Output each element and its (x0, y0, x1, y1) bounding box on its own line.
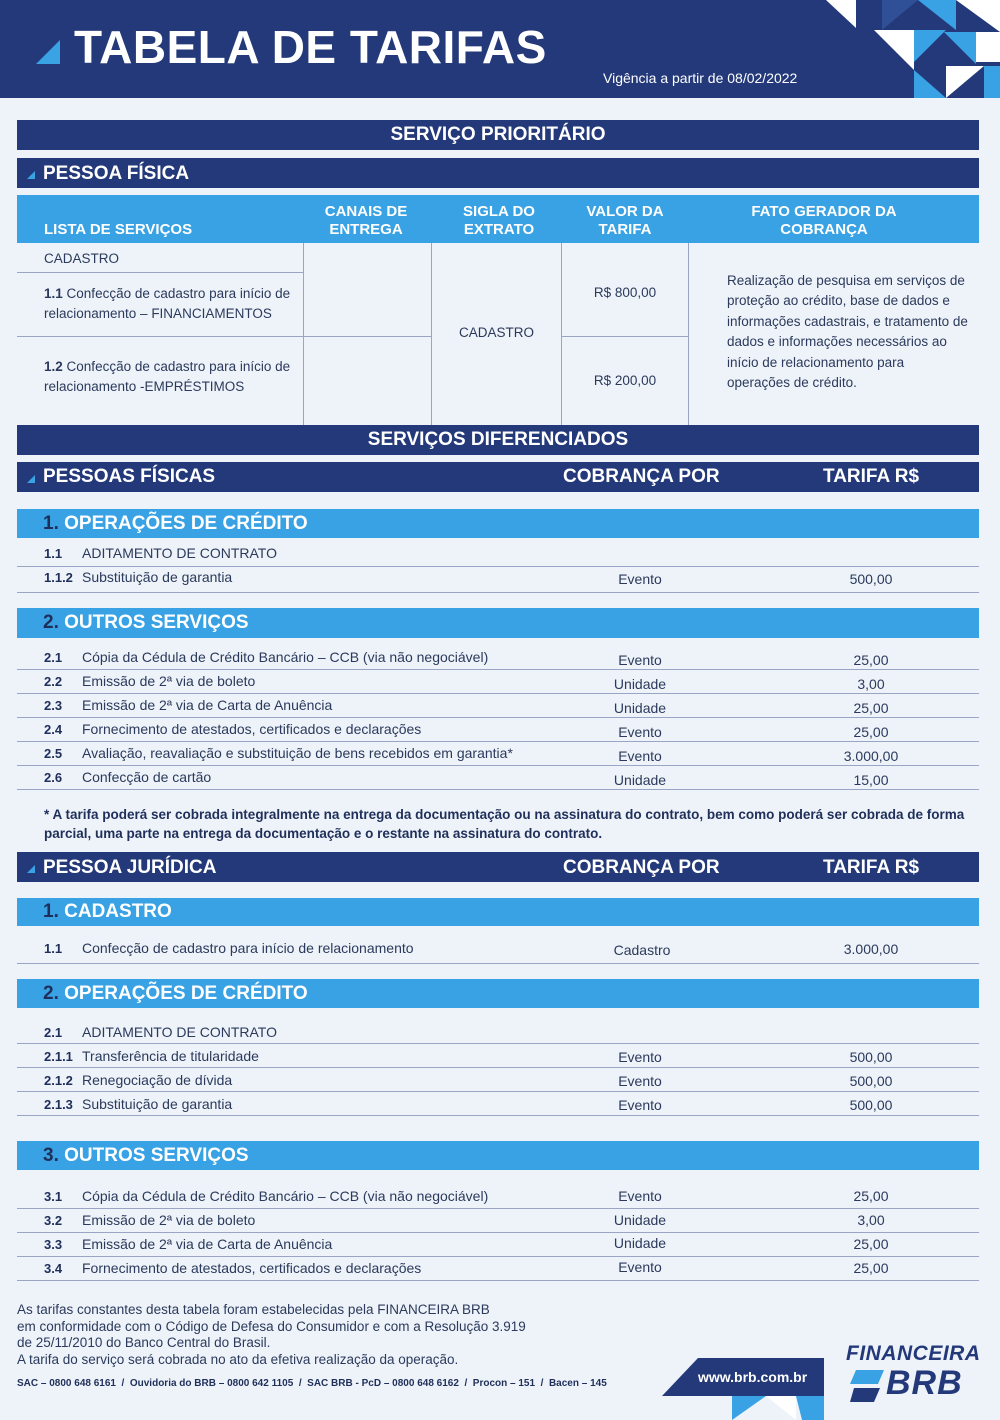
row-price: 500,00 (849, 1097, 893, 1113)
row-num: 2.1 (44, 1025, 63, 1040)
footnote: * A tarifa poderá ser cobrada integralmente na entrega da documentação ou na assinatura do contrato, bem como poderá ser cobrada de forma parcial, uma parte na entrega da documentação e o restante na assinatura do contrato. (44, 807, 965, 841)
valor-tarifa-2: R$ 200,00 (593, 373, 657, 388)
pf-header-cobranca: COBRANÇA POR (563, 466, 720, 487)
row-num: 2.1.1 (44, 1049, 73, 1064)
logo-symbol-icon (850, 1370, 884, 1402)
priority-item-1-num: 1.1 (44, 286, 63, 301)
row-unit: Unidade (613, 700, 667, 716)
logo-top-text: FINANCEIRA (846, 1342, 981, 1365)
divider (17, 1256, 979, 1257)
logo-bottom-text: BRB (886, 1364, 963, 1402)
pf-section-1-num: 1. (43, 513, 59, 534)
divider (17, 592, 979, 593)
row-num: 2.6 (44, 770, 63, 785)
row-unit: Unidade (613, 1235, 667, 1251)
pf-section-2-title: OUTROS SERVIÇOS (64, 612, 249, 633)
differentiated-services-title: SERVIÇOS DIFERENCIADOS (367, 429, 629, 450)
divider (17, 693, 979, 694)
row-num: 3.4 (44, 1261, 63, 1276)
row-desc: ADITAMENTO DE CONTRATO (82, 1024, 277, 1040)
divider (17, 1115, 979, 1116)
row-price: 25,00 (853, 700, 889, 716)
pj-section-3-num: 3. (43, 1145, 59, 1166)
fato-gerador-text: Realização de pesquisa em serviços de proteção ao crédito, base de dados e informações cadastrais, e tratamento de dados e informações necessários ao início de relacionamento para operações de crédito. (727, 273, 968, 391)
footer-contacts: SAC – 0800 648 6161 / Ouvidoria do BRB – 0800 642 1105 / SAC BRB - PcD – 0800 648 6162 / Procon – 151 / Bacen – 145 (17, 1378, 607, 1389)
row-unit: Evento (618, 1049, 662, 1065)
row-unit: Evento (618, 1073, 662, 1089)
website-link[interactable]: www.brb.com.br (698, 1369, 808, 1385)
row-desc: Transferência de titularidade (82, 1048, 259, 1064)
row-desc: Emissão de 2ª via de Carta de Anuência (82, 697, 333, 713)
pj-section-1-bar (17, 898, 979, 926)
cadastro-group-label: CADASTRO (44, 251, 120, 266)
divider (17, 717, 979, 718)
divider (17, 566, 979, 567)
priority-item-2-text: Confecção de cadastro para início de relacionamento -EMPRÉSTIMOS (44, 359, 291, 394)
row-desc: Emissão de 2ª via de boleto (82, 1212, 256, 1228)
divider (17, 336, 431, 337)
row-desc: Cópia da Cédula de Crédito Bancário – CCB (via não negociável) (82, 649, 489, 665)
valor-tarifa-1: R$ 800,00 (593, 285, 657, 300)
row-num: 1.1.2 (44, 570, 73, 585)
pf-section-2-bar (17, 608, 979, 638)
row-num: 3.2 (44, 1213, 63, 1228)
pj-header-cobranca: COBRANÇA POR (563, 857, 720, 878)
col-fato-gerador: FATO GERADOR DA COBRANÇA (751, 203, 897, 238)
footer-line-3: de 25/11/2010 do Banco Central do Brasil. (17, 1335, 271, 1350)
pj-header-bar (17, 852, 979, 882)
row-num: 2.3 (44, 698, 63, 713)
divider (17, 741, 979, 742)
row-desc: Avaliação, reavaliação e substituição de bens recebidos em garantia* (82, 745, 513, 761)
pf-section-1-bar (17, 509, 979, 538)
sigla-extrato-value: CADASTRO (458, 325, 534, 340)
row-desc: Fornecimento de atestados, certificados e declarações (82, 1260, 422, 1276)
row-desc: Substituição de garantia (82, 1096, 233, 1112)
pf-section-2-num: 2. (43, 612, 59, 633)
row-price: 25,00 (853, 1236, 889, 1252)
divider (17, 765, 979, 766)
priority-item-1-text: Confecção de cadastro para início de relacionamento – FINANCIAMENTOS (44, 286, 291, 321)
row-num: 2.4 (44, 722, 63, 737)
priority-item-1 (44, 284, 300, 324)
row-price: 3,00 (857, 676, 885, 692)
row-price: 500,00 (849, 571, 893, 587)
divider (17, 1232, 979, 1233)
pf-section-1-title: OPERAÇÕES DE CRÉDITO (64, 513, 308, 534)
row-num: 2.1 (44, 650, 63, 665)
col-canais-entrega: CANAIS DE ENTREGA (324, 203, 408, 238)
row-unit: Evento (618, 571, 662, 587)
divider (17, 1043, 979, 1044)
row-num: 1.1 (44, 941, 63, 956)
row-num: 2.1.3 (44, 1097, 73, 1112)
col-sigla-extrato: SIGLA DO EXTRATO (463, 203, 535, 238)
row-unit: Unidade (613, 676, 667, 692)
row-unit: Evento (618, 1259, 662, 1275)
title-triangle-icon (36, 40, 60, 64)
priority-item-2 (44, 357, 300, 397)
row-num: 1.1 (44, 546, 63, 561)
footer-line-2: em conformidade com o Código de Defesa do Consumidor e com a Resolução 3.919 (17, 1318, 526, 1334)
row-desc: Confecção de cartão (82, 769, 212, 785)
row-desc: Emissão de 2ª via de Carta de Anuência (82, 1236, 333, 1252)
footer-line-4: A tarifa do serviço será cobrada no ato da efetiva realização da operação. (17, 1351, 459, 1367)
row-unit: Evento (618, 724, 662, 740)
pf-header-label: PESSOAS FÍSICAS (43, 466, 216, 487)
row-desc: Renegociação de dívida (82, 1072, 233, 1088)
pessoa-fisica-title: PESSOA FÍSICA (43, 163, 190, 184)
differentiated-services-bar (17, 425, 979, 455)
section-triangle-icon (27, 865, 35, 873)
row-price: 25,00 (853, 724, 889, 740)
divider (688, 243, 689, 425)
row-unit: Evento (618, 1188, 662, 1204)
row-price: 500,00 (849, 1049, 893, 1065)
pj-header-tarifa: TARIFA R$ (823, 857, 920, 878)
divider (303, 243, 304, 425)
divider (17, 272, 303, 273)
row-unit: Unidade (613, 1212, 667, 1228)
divider (17, 1208, 979, 1209)
row-desc: Confecção de cadastro para início de relacionamento (82, 940, 414, 956)
priority-table-header (17, 195, 979, 243)
pj-section-2-bar (17, 979, 979, 1008)
financeira-brb-logo (846, 1342, 981, 1404)
header-geometric-pattern (826, 0, 1000, 98)
pj-section-2-num: 2. (43, 983, 59, 1004)
validity-date: Vigência a partir de 08/02/2022 (603, 70, 798, 86)
divider (561, 243, 562, 425)
priority-item-2-num: 1.2 (44, 359, 63, 374)
row-unit: Evento (618, 1097, 662, 1113)
row-price: 500,00 (849, 1073, 893, 1089)
pf-header-bar (17, 462, 979, 492)
row-price: 25,00 (853, 1188, 889, 1204)
row-unit: Unidade (613, 772, 667, 788)
page-header (0, 0, 1000, 98)
footer-disclaimer (17, 1302, 526, 1368)
col-lista-servicos: LISTA DE SERVIÇOS (44, 221, 193, 238)
divider (561, 336, 688, 337)
divider (17, 789, 979, 790)
section-triangle-icon (27, 475, 35, 483)
footer-geometric-pattern (662, 1358, 824, 1420)
pf-header-tarifa: TARIFA R$ (823, 466, 920, 487)
divider (17, 963, 979, 964)
row-num: 3.3 (44, 1237, 63, 1252)
row-num: 2.5 (44, 746, 63, 761)
row-desc: ADITAMENTO DE CONTRATO (82, 545, 277, 561)
row-price: 15,00 (853, 772, 889, 788)
row-price: 3,00 (857, 1212, 885, 1228)
row-num: 3.1 (44, 1189, 63, 1204)
pj-section-2-title: OPERAÇÕES DE CRÉDITO (64, 983, 308, 1004)
page-title: TABELA DE TARIFAS (74, 21, 547, 73)
divider (17, 1280, 979, 1281)
pj-section-3-title: OUTROS SERVIÇOS (64, 1145, 249, 1166)
row-num: 2.1.2 (44, 1073, 73, 1088)
col-valor-tarifa: VALOR DA TARIFA (586, 203, 664, 238)
row-price: 25,00 (853, 1260, 889, 1276)
row-unit: Cadastro (613, 942, 671, 958)
row-price: 3.000,00 (843, 748, 899, 764)
row-unit: Evento (618, 652, 662, 668)
row-price: 3.000,00 (843, 941, 899, 957)
divider (17, 669, 979, 670)
priority-service-title: SERVIÇO PRIORITÁRIO (390, 124, 606, 145)
pj-section-1-num: 1. (43, 901, 59, 922)
row-desc: Cópia da Cédula de Crédito Bancário – CCB (via não negociável) (82, 1188, 489, 1204)
row-unit: Evento (618, 748, 662, 764)
row-desc: Fornecimento de atestados, certificados e declarações (82, 721, 422, 737)
row-desc: Emissão de 2ª via de boleto (82, 673, 256, 689)
divider (17, 1091, 979, 1092)
pj-section-3-bar (17, 1141, 979, 1170)
pj-section-1-title: CADASTRO (64, 901, 172, 922)
pessoa-fisica-bar (17, 158, 979, 188)
row-desc: Substituição de garantia (82, 569, 233, 585)
footer-line-1: As tarifas constantes desta tabela foram estabelecidas pela FINANCEIRA BRB (17, 1302, 490, 1317)
priority-service-bar (17, 120, 979, 150)
row-num: 2.2 (44, 674, 63, 689)
section-triangle-icon (27, 171, 35, 179)
pj-header-label: PESSOA JURÍDICA (43, 857, 217, 878)
row-price: 25,00 (853, 652, 889, 668)
divider (17, 1067, 979, 1068)
